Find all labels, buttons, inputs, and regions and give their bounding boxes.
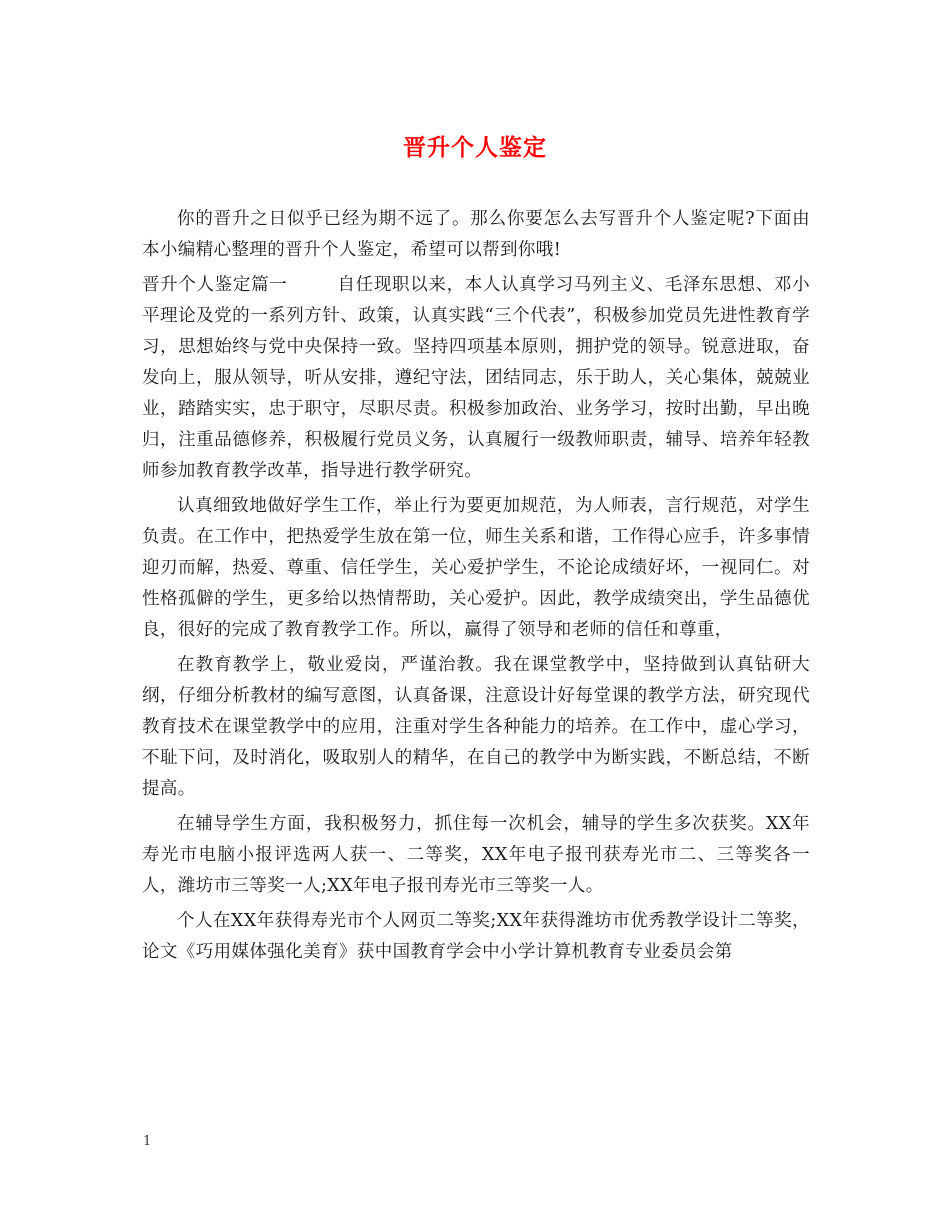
paragraph-section-one: 晋升个人鉴定篇一 自任现职以来，本人认真学习马列主义、毛泽东思想、邓小平理论及党的一系列方针、政策，认真实践“三个代表”，积极参加党员先进性教育学习，思想始终与党中央保持一致。坚持四项基本原则，拥护党的领导。锐意进取，奋发向上，服从领导，听从安排，遵纪守法，团结同志，乐于助人，关心集体，兢兢业业，踏踏实实，忠于职守，尽职尽责。积极参加政治、业务学习，按时出勤，早出晚归，注重品德修养，积极履行党员义务，认真履行一级教师职责，辅导、培养年轻教师参加教育教学改革，指导进行教学研究。 [142, 275, 810, 481]
document-title: 晋升个人鉴定 [403, 134, 547, 161]
paragraph-teaching: 在教育教学上，敬业爱岗，严谨治教。我在课堂教学中，坚持做到认真钻研大纲，仔细分析教材的编写意图，认真备课，注意设计好每堂课的教学方法，研究现代教育技术在课堂教学中的应用，注重对学生各种能力的培养。在工作中，虚心学习，不耻下问，及时消化，吸取别人的精华，在自己的教学中为断实践，不断总结，不断提高。 [142, 655, 810, 799]
paragraph-awards: 个人在XX年获得寿光市个人网页二等奖;XX年获得潍坊市优秀教学设计二等奖，论文《巧用媒体强化美育》获中国教育学会中小学计算机教育专业委员会第 [142, 911, 810, 962]
page-number: 1 [143, 1134, 152, 1149]
paragraph-tutoring: 在辅导学生方面，我积极努力，抓住每一次机会，辅导的学生多次获奖。XX年寿光市电脑小报评选两人获一、二等奖，XX年电子报刊获寿光市二、三等奖各一人，潍坊市三等奖一人;XX年电子报刊寿光市三等奖一人。 [142, 814, 810, 896]
paragraph-intro: 你的晋升之日似乎已经为期不远了。那么你要怎么去写晋升个人鉴定呢?下面由本小编精心整理的晋升个人鉴定，希望可以帮到你哦! [142, 209, 810, 260]
document-body [142, 204, 810, 968]
paragraph-student-work: 认真细致地做好学生工作，举止行为要更加规范，为人师表，言行规范，对学生负责。在工作中，把热爱学生放在第一位，师生关系和谐，工作得心应手，许多事情迎刃而解，热爱、尊重、信任学生，关心爱护学生，不论论成绩好坏，一视同仁。对性格孤僻的学生，更多给以热情帮助，关心爱护。因此，教学成绩突出，学生品德优良，很好的完成了教育教学工作。所以，赢得了领导和老师的信任和尊重， [142, 496, 810, 640]
